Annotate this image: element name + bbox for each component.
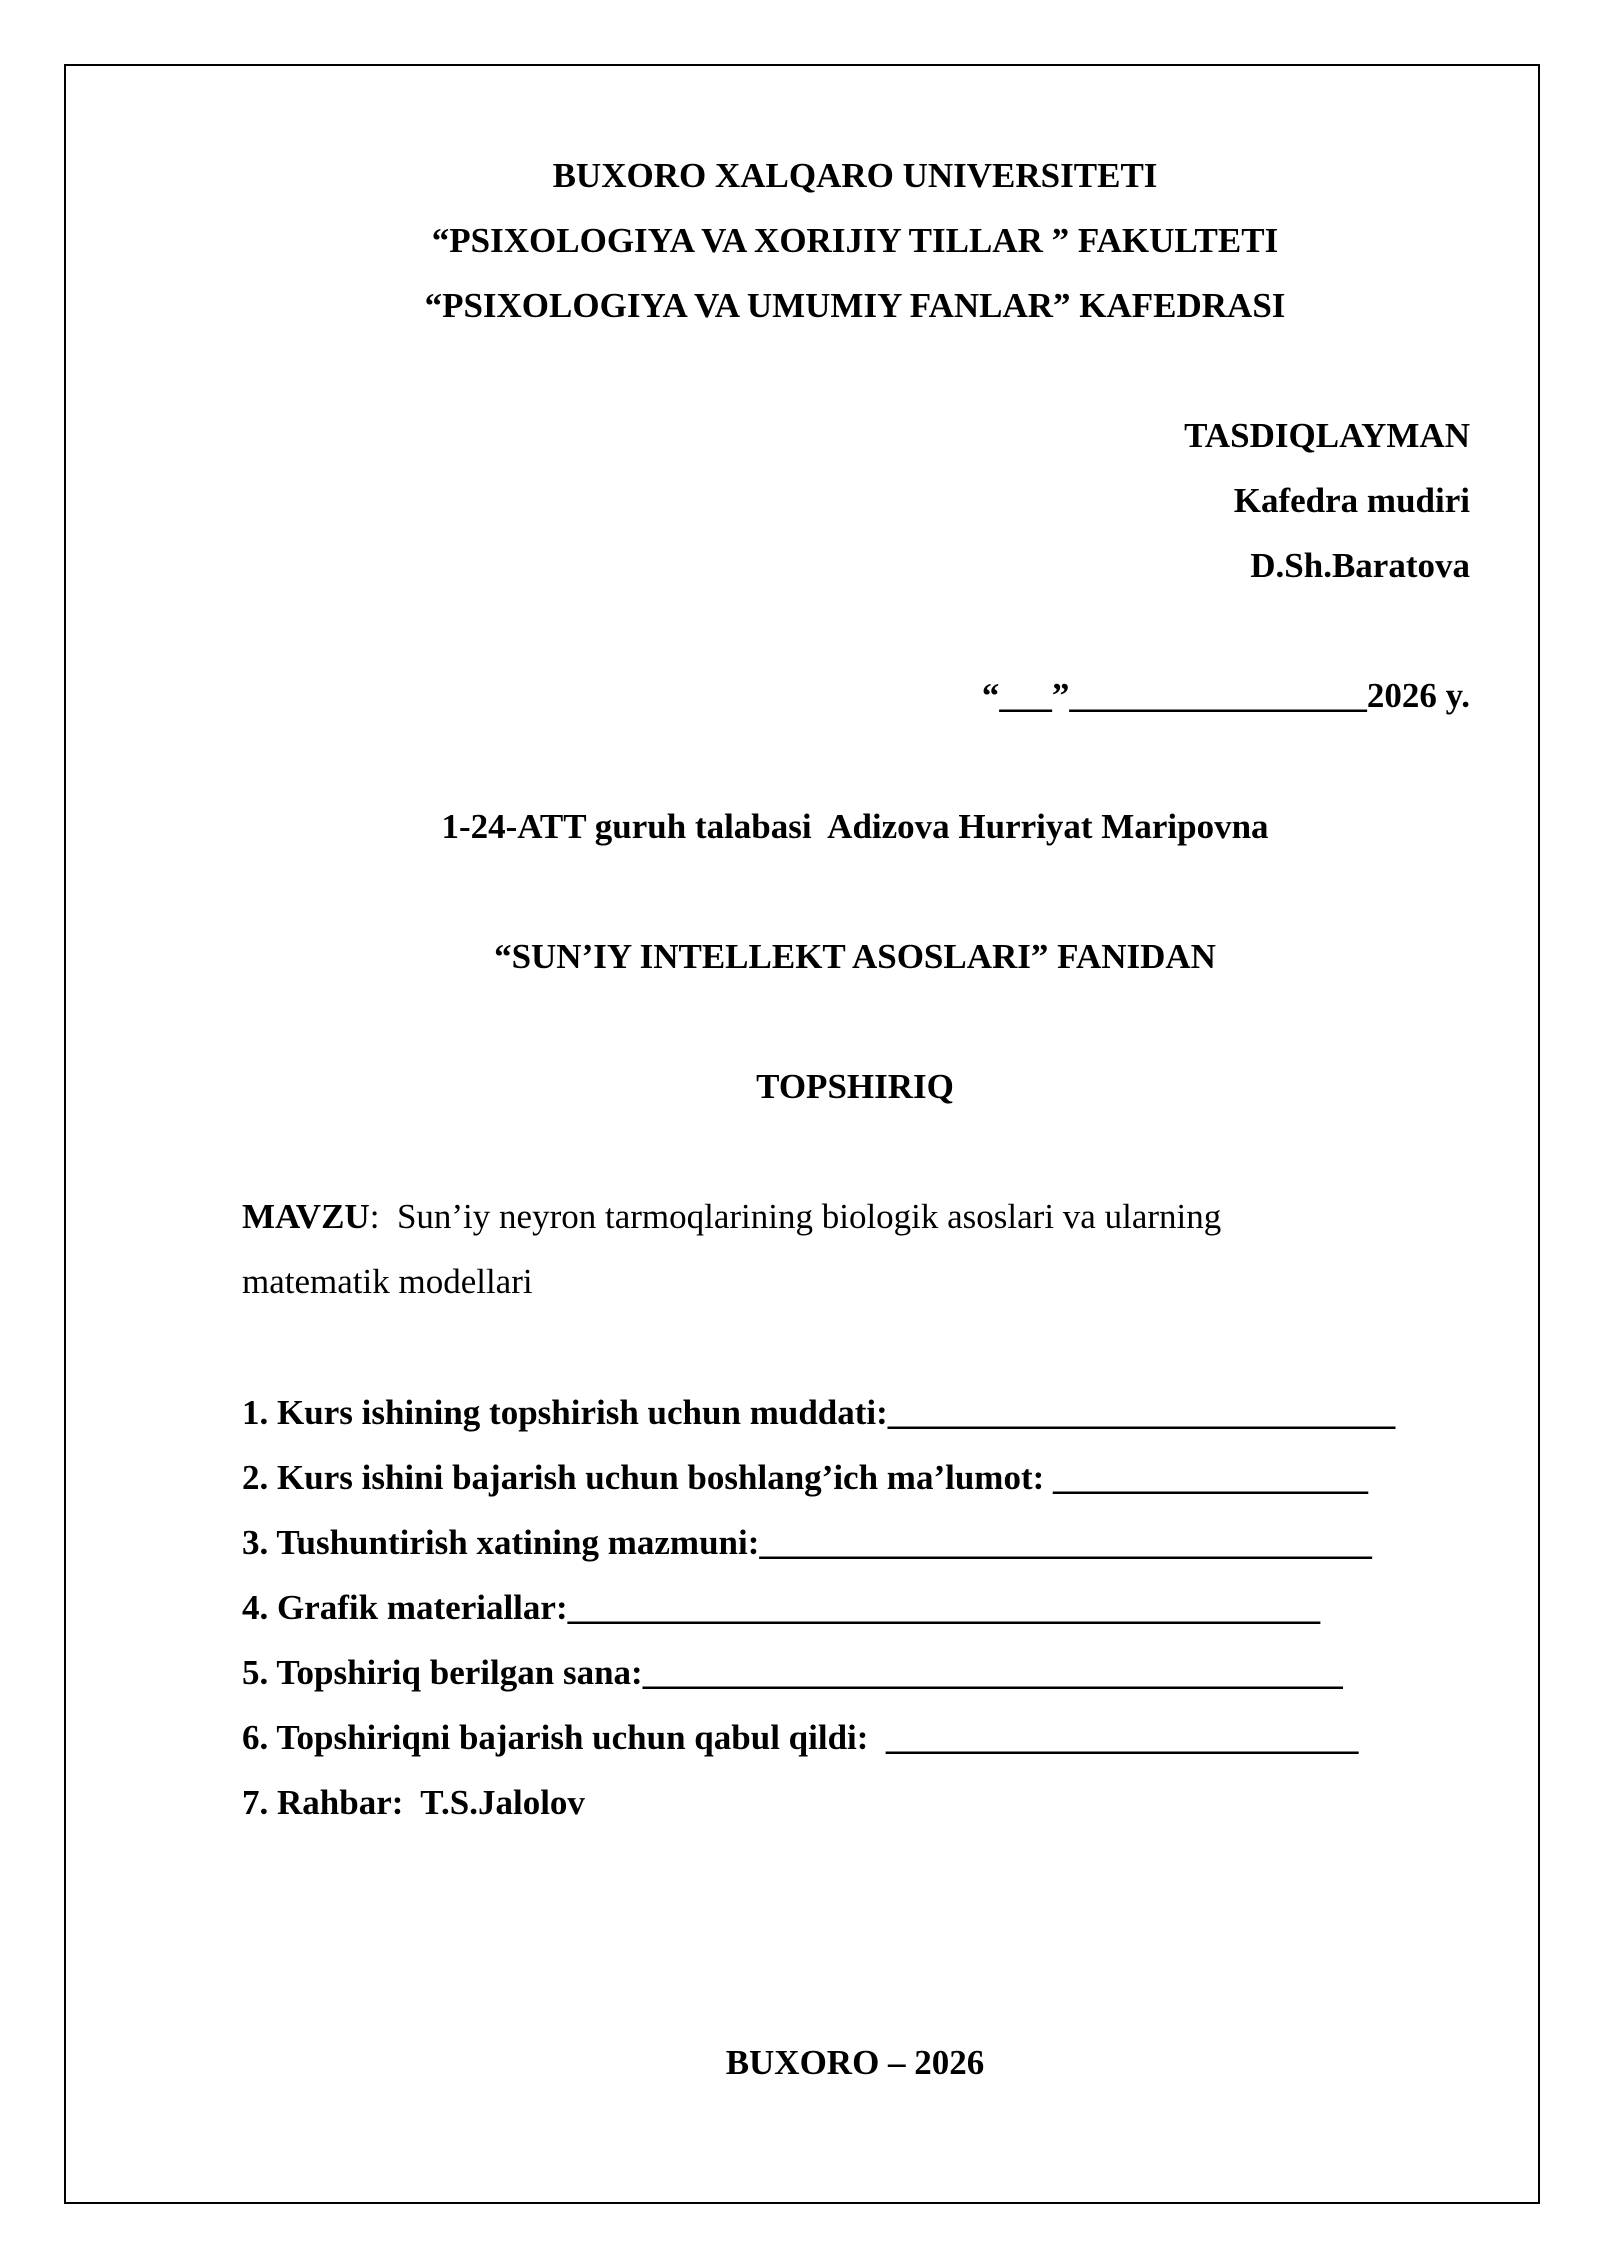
- topic-line-2: matematik modellari: [242, 1262, 533, 1301]
- item-explanatory-note: 3. Tushuntirish xatining mazmuni:___________________________________: [242, 1523, 1372, 1562]
- university-name: BUXORO XALQARO UNIVERSITETI: [552, 156, 1158, 195]
- item-deadline: 1. Kurs ishining topshirish uchun muddati:_____________________________: [242, 1393, 1396, 1432]
- item-supervisor: 7. Rahbar: T.S.Jalolov: [242, 1783, 585, 1822]
- item-issue-date: 5. Topshiriq berilgan sana:________________________________________: [242, 1653, 1343, 1692]
- faculty-name: “PSIXOLOGIYA VA XORIJIY TILLAR ” FAKULTETI: [431, 221, 1279, 260]
- item-graphic-materials: 4. Grafik materiallar:___________________________________________: [242, 1588, 1321, 1627]
- item-initial-data: 2. Kurs ishini bajarish uchun boshlang’ich ma’lumot: __________________: [242, 1458, 1369, 1497]
- department-name: “PSIXOLOGIYA VA UMUMIY FANLAR” KAFEDRASI: [424, 286, 1286, 325]
- topic-separator: :: [369, 1197, 397, 1236]
- topic-line-1: [242, 1195, 1221, 1239]
- approval-title: TASDIQLAYMAN: [1184, 416, 1470, 455]
- item-accepted-by: 6. Topshiriqni bajarish uchun qabul qildi: ___________________________: [242, 1718, 1359, 1757]
- topic-label: MAVZU: [242, 1197, 370, 1236]
- student-line: 1-24-ATT guruh talabasi Adizova Hurriyat Maripovna: [441, 807, 1269, 846]
- approval-role: Kafedra mudiri: [1233, 481, 1470, 520]
- footer-city-year: BUXORO – 2026: [725, 2043, 985, 2082]
- subject-line: “SUN’IY INTELLEKT ASOSLARI” FANIDAN: [494, 937, 1216, 976]
- page-border: [64, 64, 1540, 2204]
- topic-text-1: Sun’iy neyron tarmoqlarining biologik asoslari va ularning: [396, 1197, 1222, 1236]
- document-title: TOPSHIRIQ: [756, 1067, 954, 1106]
- approval-date-line: “___”_________________2026 y.: [981, 676, 1470, 715]
- approval-name: D.Sh.Baratova: [1250, 546, 1470, 585]
